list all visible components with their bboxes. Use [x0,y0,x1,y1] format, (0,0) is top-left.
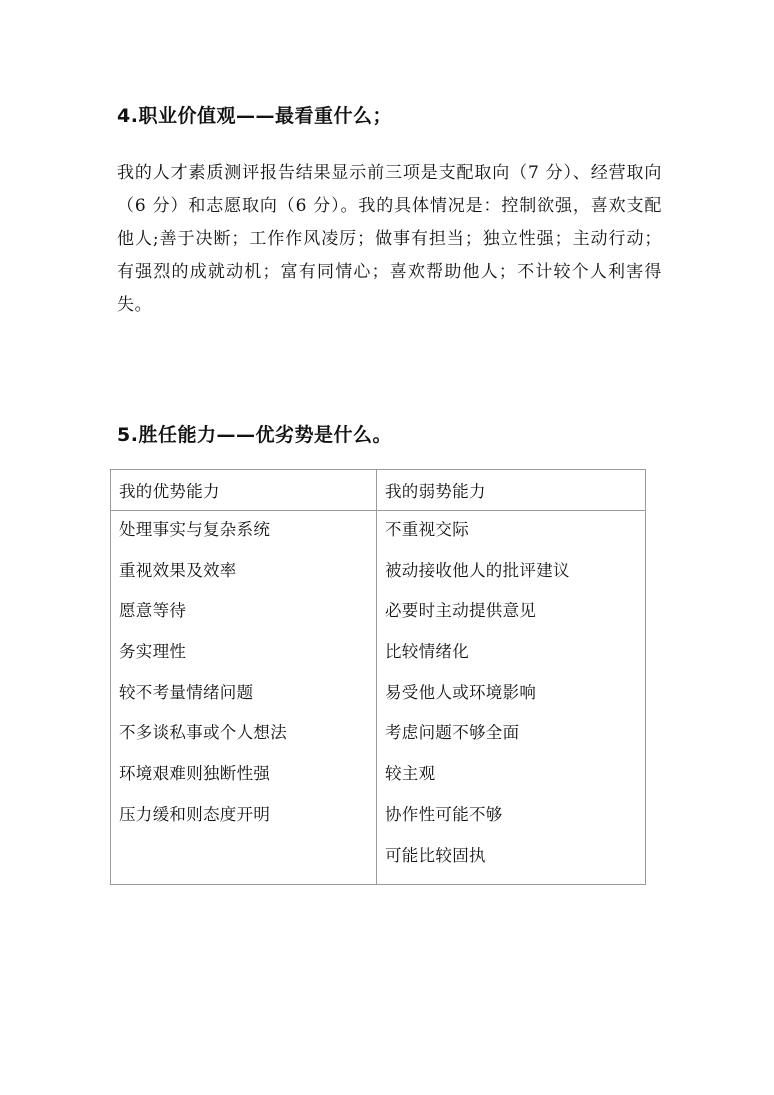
weakness-item: 可能比较固执 [385,845,486,865]
strengths-cell [111,511,377,885]
strength-item: 务实理性 [119,642,187,662]
strength-item: 不多谈私事或个人想法 [119,723,287,743]
weakness-item: 比较情绪化 [385,642,469,662]
weakness-item: 被动接收他人的批评建议 [385,560,570,580]
weakness-item: 易受他人或环境影响 [385,682,537,702]
strength-item: 较不考量情绪问题 [119,682,254,702]
table-body-row [111,511,646,885]
strength-item: 愿意等待 [119,601,187,621]
strength-item: 处理事实与复杂系统 [119,520,271,539]
weakness-item: 较主观 [385,764,436,784]
section-4-paragraph: 我的人才素质测评报告结果显示前三项是支配取向（7 分）、经营取向（6 分）和志愿取向（6 分）。我的具体情况是：控制欲强，喜欢支配他人;善于决断；工作作风凌厉；做事有担当；独立性强；主动行动；有强烈的成就动机；富有同情心；喜欢帮助他人；不计较个人利害得失。 [117,163,662,315]
section-4-heading: 4.职业价值观——最看重什么； [117,105,392,127]
section-5-heading: 5.胜任能力——优劣势是什么。 [117,424,392,446]
strength-item: 环境艰难则独断性强 [119,764,271,784]
weaknesses-header: 我的弱势能力 [377,470,646,511]
abilities-table [110,469,646,885]
table-header-row [111,470,646,511]
weakness-item: 必要时主动提供意见 [385,601,537,621]
weaknesses-cell [377,511,646,885]
strength-item: 重视效果及效率 [119,560,237,580]
strengths-header: 我的优势能力 [111,470,377,511]
weakness-item: 考虑问题不够全面 [385,723,520,743]
strength-item: 压力缓和则态度开明 [119,804,271,824]
weakness-item: 协作性可能不够 [385,804,503,824]
weakness-item: 不重视交际 [385,520,469,539]
